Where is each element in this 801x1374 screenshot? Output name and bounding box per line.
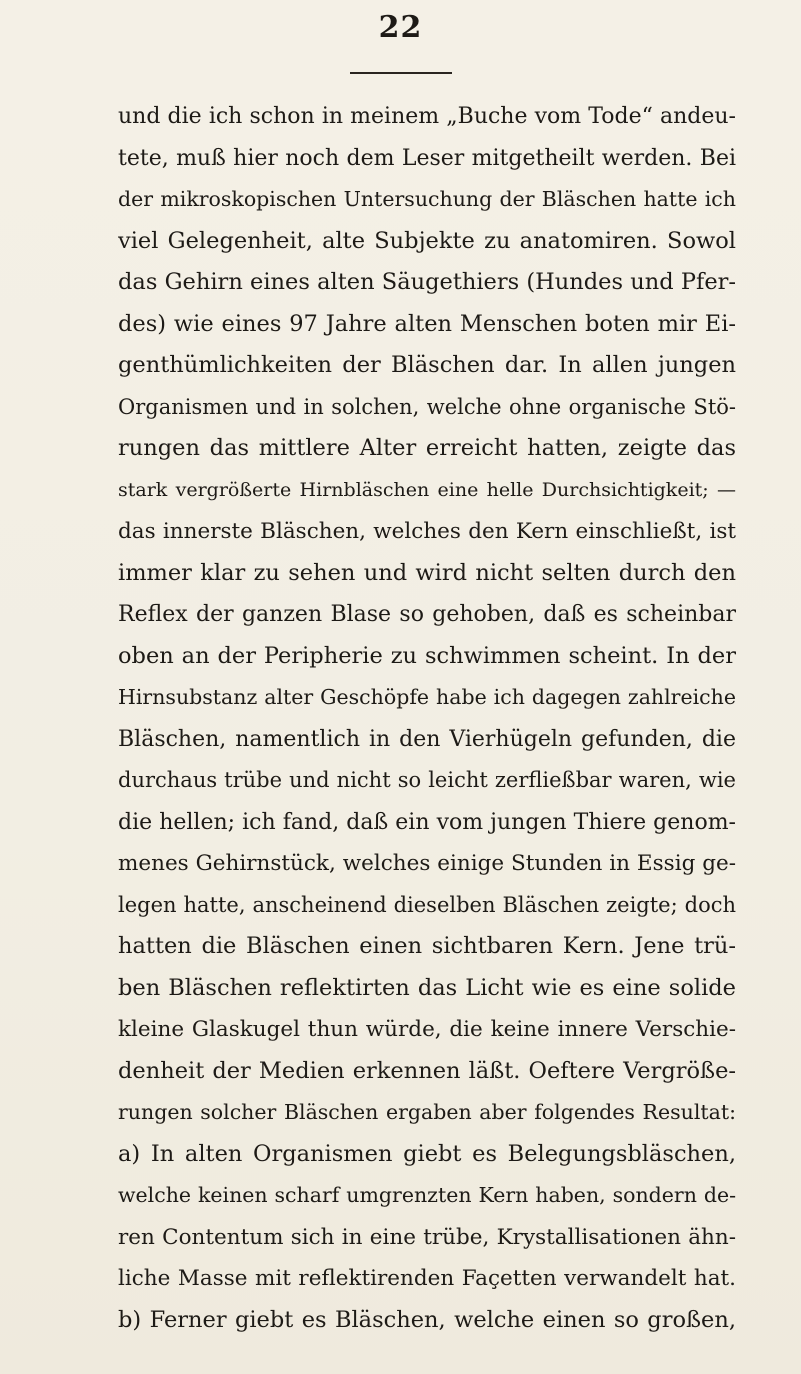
text-line: des) wie eines 97 Jahre alten Menschen boten mir Ei- — [118, 310, 736, 337]
text-line: die hellen; ich fand, daß ein vom jungen Thiere genom- — [118, 809, 736, 835]
text-line: legen hatte, anscheinend dieselben Bläschen zeigte; doch — [118, 892, 736, 917]
text-line: hatten die Bläschen einen sichtbaren Kern. Jene trü- — [118, 933, 736, 959]
text-line: a) In alten Organismen giebt es Belegungsbläschen, — [118, 1140, 736, 1167]
text-line: der mikroskopischen Untersuchung der Bläschen hatte ich — [118, 187, 736, 211]
text-line: menes Gehirnstück, welches einige Stunden in Essig ge- — [118, 851, 736, 876]
text-line: das Gehirn eines alten Säugethiers (Hundes und Pfer- — [118, 269, 736, 295]
text-line: Organismen und in solchen, welche ohne organische Stö- — [118, 394, 736, 419]
text-line: ren Contentum sich in eine trübe, Krystallisationen ähn- — [118, 1224, 736, 1250]
text-line: viel Gelegenheit, alte Subjekte zu anatomiren. Sowol — [118, 227, 736, 254]
text-line: oben an der Peripherie zu schwimmen scheint. In der — [118, 642, 736, 669]
text-line: und die ich schon in meinem „Buche vom Tode“ andeu- — [118, 104, 736, 129]
text-line: kleine Glaskugel thun würde, die keine innere Verschie- — [118, 1017, 736, 1042]
text-line: welche keinen scharf umgrenzten Kern haben, sondern de- — [118, 1183, 736, 1207]
text-line: rungen das mittlere Alter erreicht hatten, zeigte das — [118, 435, 736, 461]
text-line: Bläschen, namentlich in den Vierhügeln gefunden, die — [118, 726, 736, 752]
text-line: tete, muß hier noch dem Leser mitgetheilt werden. Bei — [118, 145, 736, 171]
body-text — [118, 96, 736, 1341]
text-line: durchaus trübe und nicht so leicht zerfließbar waren, wie — [118, 768, 736, 792]
text-line: Reflex der ganzen Blase so gehoben, daß es scheinbar — [118, 602, 736, 627]
text-line: b) Ferner giebt es Bläschen, welche einen so großen, — [118, 1306, 736, 1333]
text-line: liche Masse mit reflektirenden Façetten verwandelt hat. — [118, 1266, 736, 1291]
text-line: immer klar zu sehen und wird nicht selten durch den — [118, 559, 736, 586]
page-number: 22 — [378, 10, 423, 45]
text-line: genthümlichkeiten der Bläschen dar. In allen jungen — [118, 352, 736, 378]
text-line: stark vergrößerte Hirnbläschen eine helle Durchsichtigkeit; — — [118, 478, 736, 501]
text-line: ben Bläschen reflektirten das Licht wie es eine solide — [118, 974, 736, 1001]
text-line: rungen solcher Bläschen ergaben aber folgendes Resultat: — [118, 1100, 736, 1124]
text-line: denheit der Medien erkennen läßt. Oeftere Vergröße- — [118, 1057, 736, 1084]
text-line: das innerste Bläschen, welches den Kern einschließt, ist — [118, 519, 736, 544]
text-line: Hirnsubstanz alter Geschöpfe habe ich dagegen zahlreiche — [118, 685, 736, 709]
header-rule — [350, 72, 452, 74]
